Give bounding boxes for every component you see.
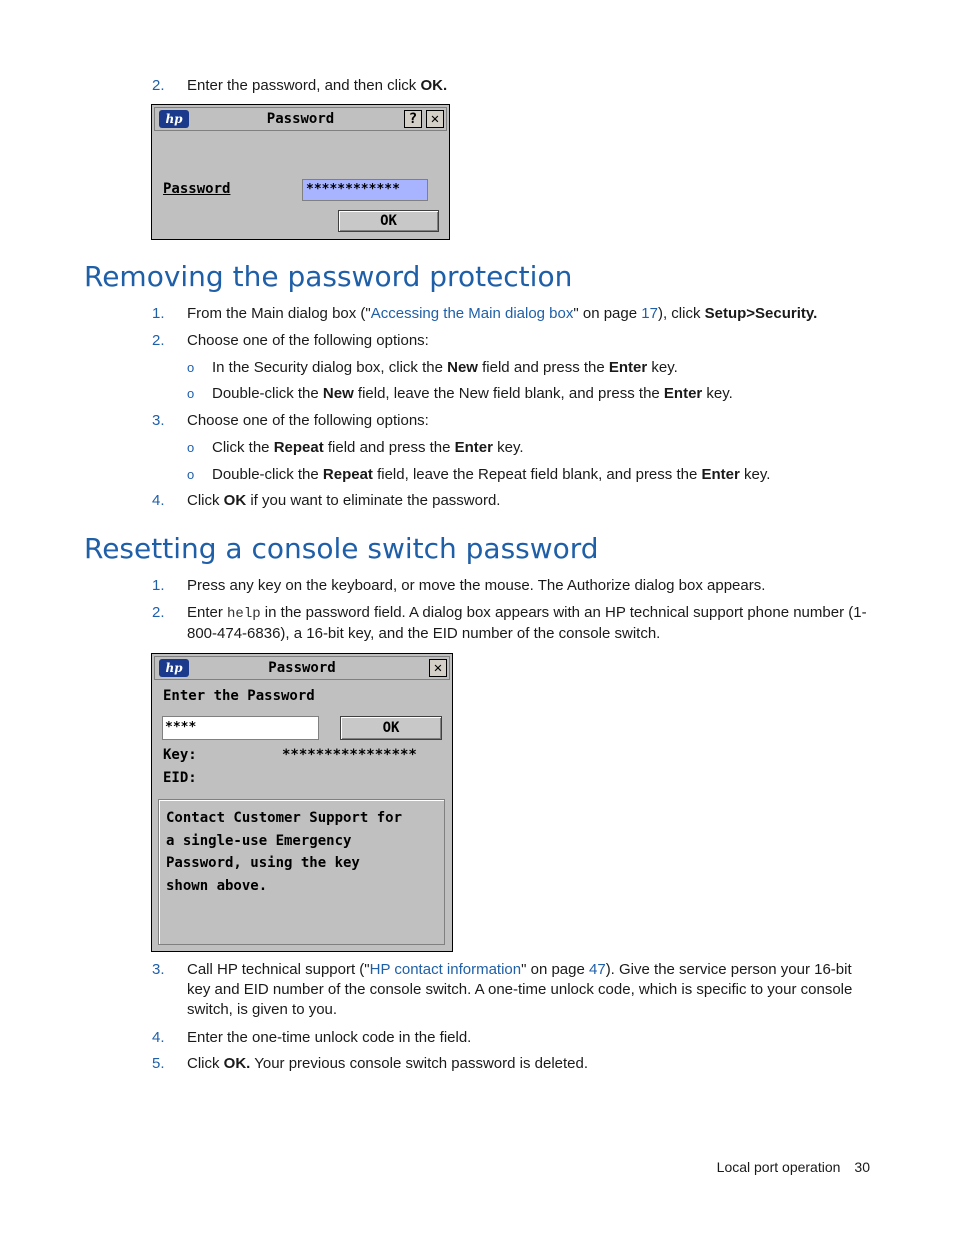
step-text: Press any key on the keyboard, or move the mouse. The Authorize dialog box appears.: [187, 577, 766, 594]
password-field: ************: [302, 179, 428, 201]
dialog-title: Password: [268, 660, 336, 676]
step-number: 4.: [152, 492, 165, 509]
step-text: Click OK. Your previous console switch password is deleted.: [187, 1055, 589, 1072]
step-number: 1.: [152, 577, 165, 594]
enter-password-prompt: Enter the Password: [163, 688, 315, 704]
bullet: o: [187, 440, 195, 455]
bullet: o: [187, 360, 195, 375]
step-text: Call HP technical support ("HP contact information" on page 47). Give the service person your 16-bit key and EID number of the console switch. A one-time unlock code, which is specific to your console switch, is given to you.: [187, 961, 853, 1018]
step-number: 3.: [152, 961, 165, 978]
key-value: ****************: [282, 747, 417, 763]
sub-step-text: In the Security dialog box, click the New field and press the Enter key.: [212, 359, 678, 376]
code-help: help: [227, 606, 261, 622]
dialog-title-bar: [154, 107, 447, 131]
password-label: Password: [163, 181, 231, 197]
message-line: Password, using the key: [166, 855, 360, 871]
message-line: Contact Customer Support for: [166, 810, 403, 826]
page-number: 30: [854, 1159, 870, 1175]
bullet: o: [187, 386, 195, 401]
ok-button: OK: [340, 716, 442, 740]
eid-label: EID:: [163, 770, 197, 786]
close-icon: ✕: [426, 110, 444, 128]
hp-logo-icon: hp: [159, 659, 189, 677]
section-heading-resetting-password: Resetting a console switch password: [84, 532, 599, 565]
step-text: Enter help in the password field. A dialog box appears with an HP technical support phone number (1-800-474-6836), a 16-bit key, and the EID number of the console switch.: [187, 604, 867, 642]
step-text: Enter the one-time unlock code in the field.: [187, 1029, 472, 1046]
link-page-47[interactable]: 47: [589, 961, 606, 978]
password-field: ****: [162, 716, 319, 740]
link-accessing-main-dialog[interactable]: Accessing the Main dialog box: [370, 305, 574, 322]
bullet: o: [187, 467, 195, 482]
sub-step-text: Double-click the New field, leave the New field blank, and press the Enter key.: [212, 385, 733, 402]
step-number: 2.: [152, 604, 165, 621]
step-number: 1.: [152, 305, 165, 322]
message-line: shown above.: [166, 877, 268, 894]
page-footer: [717, 1159, 870, 1175]
link-page-17[interactable]: 17: [641, 305, 658, 322]
link-hp-contact-information[interactable]: HP contact information: [369, 961, 522, 978]
step-text: From the Main dialog box ("Accessing the Main dialog box" on page 17), click Setup>Security.: [187, 305, 818, 322]
key-label: Key:: [163, 747, 197, 763]
dialog-title-bar: [154, 656, 450, 680]
step-text: Choose one of the following options:: [187, 412, 429, 429]
message-line: a single-use Emergency: [166, 832, 352, 849]
step-number: 2.: [152, 77, 165, 94]
step-text: Enter the password, and then click OK.: [187, 77, 448, 94]
close-icon: ✕: [429, 659, 447, 677]
footer-section-name: Local port operation: [716, 1159, 841, 1175]
step-number: 2.: [152, 332, 165, 349]
step-number: 3.: [152, 412, 165, 429]
emergency-password-dialog-screenshot: [151, 653, 453, 952]
section-heading-removing-password: Removing the password protection: [84, 260, 573, 293]
ok-button: OK: [338, 210, 439, 232]
dialog-title: Password: [266, 111, 335, 127]
step-text: Click OK if you want to eliminate the password.: [187, 492, 501, 509]
step-number: 5.: [152, 1055, 165, 1072]
step-number: 4.: [152, 1029, 165, 1046]
step-text: Choose one of the following options:: [187, 332, 429, 349]
support-message-box: [158, 799, 445, 945]
sub-step-text: Double-click the Repeat field, leave the Repeat field blank, and press the Enter key.: [212, 466, 771, 483]
sub-step-text: Click the Repeat field and press the Enter key.: [212, 439, 524, 456]
help-icon: ?: [404, 110, 422, 128]
hp-logo-icon: hp: [159, 110, 189, 128]
password-dialog-screenshot: [151, 104, 450, 240]
